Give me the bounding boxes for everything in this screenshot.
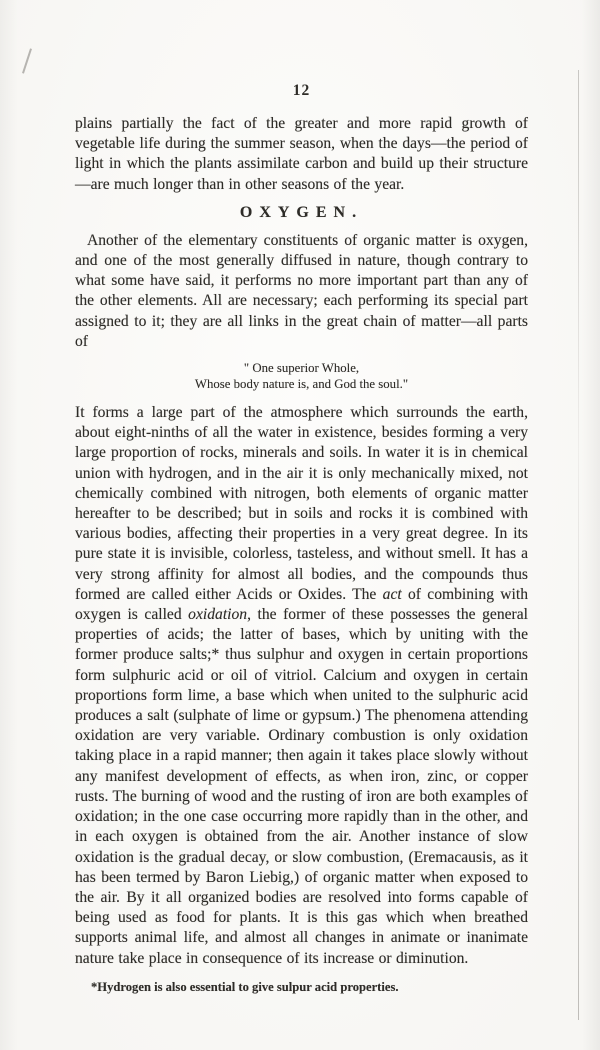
paragraph-continuation: plains partially the fact of the greater and more rapid growth of vegetable life during the summer season, when the days—the period of light in which the plants assimilate carbon and build up their structure—are much longer than in other seasons of the year.: [75, 115, 528, 193]
page-number: 12: [292, 82, 311, 99]
scan-artifact-top-left: [22, 48, 32, 73]
paragraph-body: It forms a large part of the atmosphere which surrounds the earth, about eight-ninths of all the water in existence, besides forming a very large proportion of rocks, minerals and soils. In water it is in chemical union with hydrogen, and in the air it is only mechanically mixed, not chemically combined with nitrogen, both elements of organic matter hereafter to be described; but in soils and rocks it is combined with various bodies, affecting their properties in a very great degree. In its pure state it is invisible, colorless, tasteless, and without smell. It has a very strong affinity for almost all bodies, and the compounds thus formed are called either Acids or Oxides. The act of combining with oxygen is called oxidation, the former of these possesses the general properties of acids; the latter of bases, which by uniting with the former produce salts;* thus sulphur and oxygen in certain proportions form sulphuric acid or oil of vitriol. Calcium and oxygen in certain proportions form lime, a base which when united to the sulphuric acid produces a salt (sulphate of lime or gypsum.) The phenomena attending oxidation are very variable. Ordinary combustion is only oxidation taking place in a rapid manner; then again it takes place slowly without any manifest development of effects, as when iron, zinc, or copper rusts. The burning of wood and the rusting of iron are both examples of oxidation; in the one case occurring more rapidly than in the other, and in each oxygen is obtained from the air. Another instance of slow oxidation is the gradual decay, or slow combustion, (Eremacausis, as it has been termed by Baron Liebig,) of organic matter when exposed to the air. By it all organized bodies are resolved into forms capable of being used as food for plants. It is this gas which when breathed supports animal life, and almost all changes in animate or inanimate nature take place in consequence of its increase or diminution.: [75, 404, 529, 967]
verse-quote: [75, 361, 528, 392]
scan-artifact-right-edge: [578, 70, 579, 1020]
quote-line-1: " One superior Whole,: [243, 361, 360, 376]
section-heading-oxygen: OXYGEN.: [239, 203, 364, 221]
footnote: *Hydrogen is also essential to give sulpur acid properties.: [91, 979, 399, 994]
paragraph-intro: Another of the elementary constituents of organic matter is oxygen, and one of the most generally diffused in nature, though contrary to what some have said, it performs no more important part than any of the other elements. All are necessary; each performing its special part assigned to it; they are all links in the great chain of matter—all parts of: [75, 231, 528, 350]
quote-line-2: Whose body nature is, and God the soul.": [194, 376, 409, 391]
